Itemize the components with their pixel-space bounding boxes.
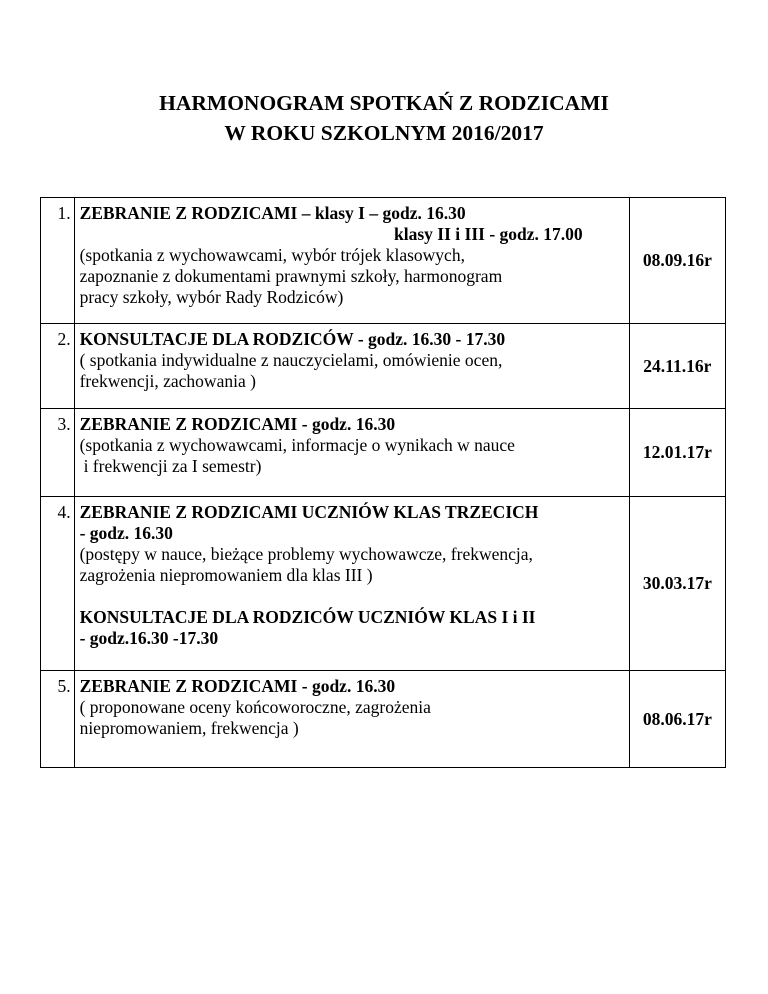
row-content [74,324,629,409]
row-content [74,671,629,768]
row-date: 08.09.16r [629,198,725,324]
row-content [74,497,629,671]
row-number: 5. [41,671,75,768]
row-heading: KONSULTACJE DLA RODZICÓW - godz. 16.30 - 17.30 [79,329,506,349]
row-desc-line: ( spotkania indywidualne z nauczycielami, omówienie ocen, [79,350,503,370]
row-content [74,198,629,324]
row-number: 4. [41,497,75,671]
table-row [41,324,726,409]
row-spacer [80,586,623,607]
row-heading: ZEBRANIE Z RODZICAMI UCZNIÓW KLAS TRZECICH [79,502,539,522]
row-heading: ZEBRANIE Z RODZICAMI – klasy I – godz. 16.30 [79,203,466,223]
row-desc-line: ( proponowane oceny końcoworoczne, zagrożenia [79,697,431,717]
meeting-schedule-table [40,197,726,768]
table-row [41,409,726,497]
table-row [41,671,726,768]
row-desc-line: zagrożenia niepromowaniem dla klas III ) [79,565,373,585]
row-heading-secondary-cont: - godz.16.30 -17.30 [79,628,219,648]
row-desc-line: i frekwencji za I semestr) [83,456,262,476]
row-date: 12.01.17r [629,409,725,497]
title-line-2: W ROKU SZKOLNYM 2016/2017 [224,121,544,145]
row-desc-line: pracy szkoły, wybór Rady Rodziców) [79,287,344,307]
row-desc-line: zapoznanie z dokumentami prawnymi szkoły, harmonogram [79,266,503,286]
row-desc-line: niepromowaniem, frekwencja ) [79,718,299,738]
row-date: 30.03.17r [629,497,725,671]
row-content [74,409,629,497]
row-heading-secondary: klasy II i III - godz. 17.00 [394,224,583,244]
row-date: 08.06.17r [629,671,725,768]
row-number: 1. [41,198,75,324]
row-number: 2. [41,324,75,409]
table-row [41,198,726,324]
row-date: 24.11.16r [629,324,725,409]
row-desc-line: (spotkania z wychowawcami, informacje o wynikach w nauce [79,435,515,455]
row-heading: ZEBRANIE Z RODZICAMI - godz. 16.30 [79,414,396,434]
row-desc-line: (postępy w nauce, bieżące problemy wychowawcze, frekwencja, [79,544,533,564]
row-desc-line: (spotkania z wychowawcami, wybór trójek klasowych, [79,245,465,265]
title-line-1: HARMONOGRAM SPOTKAŃ Z RODZICAMI [159,91,609,115]
row-number: 3. [41,409,75,497]
row-desc-line: frekwencji, zachowania ) [79,371,256,391]
document-title [0,88,768,148]
row-heading-secondary: KONSULTACJE DLA RODZICÓW UCZNIÓW KLAS I i II [79,607,536,627]
row-heading-cont: - godz. 16.30 [79,523,173,543]
row-heading: ZEBRANIE Z RODZICAMI - godz. 16.30 [79,676,396,696]
table-row [41,497,726,671]
